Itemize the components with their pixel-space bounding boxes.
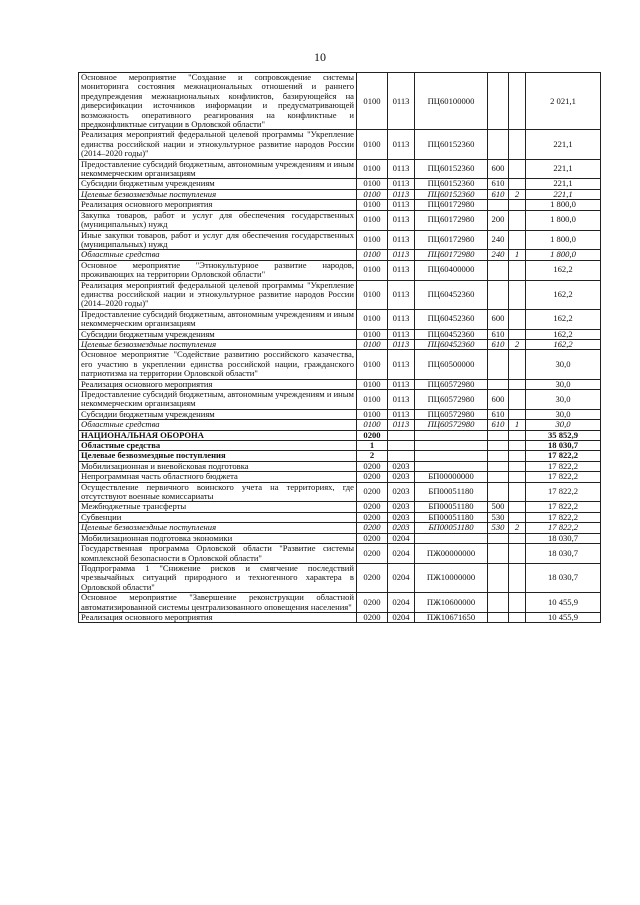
- subsection-code: 0113: [388, 159, 415, 179]
- table-row: [79, 329, 601, 339]
- budget-table: [78, 72, 601, 623]
- table-row: [79, 280, 601, 309]
- funding-source-code: [509, 230, 526, 250]
- expense-type-code: [488, 379, 509, 389]
- expense-type-code: [488, 441, 509, 451]
- funding-source-code: [509, 329, 526, 339]
- table-row: [79, 482, 601, 502]
- target-article-code: ПЦ60572980: [415, 390, 488, 410]
- section-code: 0100: [357, 329, 388, 339]
- target-article-code: [415, 461, 488, 471]
- target-article-code: БП00051180: [415, 502, 488, 512]
- expense-type-code: [488, 544, 509, 564]
- table-row: [79, 390, 601, 410]
- row-name: Государственная программа Орловской области "Развитие системы комплексной безопасности в Орловской области": [79, 544, 357, 564]
- row-name: Иные закупки товаров, работ и услуг для обеспечения государственных (муниципальных) нужд: [79, 230, 357, 250]
- row-name: Реализация основного мероприятия: [79, 379, 357, 389]
- expense-type-code: [488, 593, 509, 613]
- subsection-code: 0203: [388, 523, 415, 533]
- amount: 10 455,9: [526, 612, 601, 622]
- expense-type-code: 610: [488, 179, 509, 189]
- section-code: 0200: [357, 512, 388, 522]
- target-article-code: ПЖ10671650: [415, 612, 488, 622]
- row-name: Реализация мероприятий федеральной целевой программы "Укрепление единства российской нации и этнокультурное развитие народов России (2014–2020 годы)": [79, 280, 357, 309]
- funding-source-code: [509, 390, 526, 410]
- subsection-code: 0113: [388, 420, 415, 430]
- section-code: 0200: [357, 612, 388, 622]
- funding-source-code: [509, 179, 526, 189]
- table-row: [79, 420, 601, 430]
- table-row: [79, 441, 601, 451]
- target-article-code: ПЖ10600000: [415, 593, 488, 613]
- table-row: [79, 189, 601, 199]
- row-name: Предоставление субсидий бюджетным, автономным учреждениям и иным некоммерческим организациям: [79, 159, 357, 179]
- page-number: 10: [314, 50, 326, 64]
- target-article-code: БП00000000: [415, 472, 488, 482]
- subsection-code: 0113: [388, 130, 415, 159]
- subsection-code: 0113: [388, 339, 415, 349]
- table-row: [79, 544, 601, 564]
- row-name: Субсидии бюджетным учреждениям: [79, 179, 357, 189]
- funding-source-code: [509, 430, 526, 440]
- amount: 18 030,7: [526, 533, 601, 543]
- expense-type-code: 610: [488, 420, 509, 430]
- subsection-code: 0113: [388, 260, 415, 280]
- funding-source-code: [509, 379, 526, 389]
- row-name: Реализация основного мероприятия: [79, 612, 357, 622]
- funding-source-code: [509, 200, 526, 210]
- amount: 17 822,2: [526, 512, 601, 522]
- amount: 221,1: [526, 179, 601, 189]
- subsection-code: 0113: [388, 200, 415, 210]
- amount: 35 852,9: [526, 430, 601, 440]
- subsection-code: 0203: [388, 482, 415, 502]
- row-name: НАЦИОНАЛЬНАЯ ОБОРОНА: [79, 430, 357, 440]
- target-article-code: ПЦ60452360: [415, 329, 488, 339]
- expense-type-code: [488, 280, 509, 309]
- amount: 30,0: [526, 420, 601, 430]
- expense-type-code: [488, 563, 509, 592]
- expense-type-code: 600: [488, 390, 509, 410]
- subsection-code: 0204: [388, 593, 415, 613]
- row-name: Целевые безвозмездные поступления: [79, 189, 357, 199]
- amount: 162,2: [526, 280, 601, 309]
- section-code: 0100: [357, 280, 388, 309]
- subsection-code: 0113: [388, 379, 415, 389]
- table-row: [79, 379, 601, 389]
- table-row: [79, 563, 601, 592]
- target-article-code: ПЦ60452360: [415, 309, 488, 329]
- table-row: [79, 612, 601, 622]
- amount: 30,0: [526, 409, 601, 419]
- funding-source-code: [509, 409, 526, 419]
- table-row: [79, 309, 601, 329]
- section-code: 0100: [357, 159, 388, 179]
- amount: 30,0: [526, 350, 601, 379]
- funding-source-code: [509, 350, 526, 379]
- section-code: 0100: [357, 260, 388, 280]
- expense-type-code: 610: [488, 339, 509, 349]
- row-name: Реализация основного мероприятия: [79, 200, 357, 210]
- target-article-code: [415, 430, 488, 440]
- expense-type-code: [488, 451, 509, 461]
- section-code: 0100: [357, 210, 388, 230]
- subsection-code: 0113: [388, 409, 415, 419]
- target-article-code: ПЦ60172980: [415, 200, 488, 210]
- funding-source-code: [509, 612, 526, 622]
- row-name: Осуществление первичного воинского учета на территориях, где отсутствуют военные комиссариаты: [79, 482, 357, 502]
- section-code: 0100: [357, 189, 388, 199]
- expense-type-code: [488, 73, 509, 130]
- table-row: [79, 210, 601, 230]
- amount: 17 822,2: [526, 502, 601, 512]
- row-name: Реализация мероприятий федеральной целевой программы "Укрепление единства российской нации и этнокультурное развитие народов России (2014–2020 годы)": [79, 130, 357, 159]
- target-article-code: ПЦ60172980: [415, 250, 488, 260]
- subsection-code: 0204: [388, 563, 415, 592]
- target-article-code: ПЦ60572980: [415, 379, 488, 389]
- row-name: Областные средства: [79, 420, 357, 430]
- target-article-code: ПЖ10000000: [415, 563, 488, 592]
- amount: 221,1: [526, 130, 601, 159]
- subsection-code: 0203: [388, 512, 415, 522]
- subsection-code: 0113: [388, 350, 415, 379]
- section-code: 0100: [357, 179, 388, 189]
- row-name: Субсидии бюджетным учреждениям: [79, 409, 357, 419]
- table-row: [79, 593, 601, 613]
- funding-source-code: [509, 280, 526, 309]
- subsection-code: 0203: [388, 502, 415, 512]
- table-row: [79, 339, 601, 349]
- section-code: 0200: [357, 523, 388, 533]
- amount: 1 800,0: [526, 210, 601, 230]
- subsection-code: 0113: [388, 189, 415, 199]
- funding-source-code: 2: [509, 523, 526, 533]
- amount: 1 800,0: [526, 230, 601, 250]
- section-code: 0100: [357, 409, 388, 419]
- section-code: 0100: [357, 309, 388, 329]
- table-row: [79, 451, 601, 461]
- amount: 17 822,2: [526, 472, 601, 482]
- table-row: [79, 73, 601, 130]
- amount: 17 822,2: [526, 451, 601, 461]
- amount: 162,2: [526, 339, 601, 349]
- funding-source-code: [509, 159, 526, 179]
- amount: 1 800,0: [526, 200, 601, 210]
- section-code: 0100: [357, 230, 388, 250]
- target-article-code: [415, 441, 488, 451]
- funding-source-code: [509, 482, 526, 502]
- table-row: [79, 472, 601, 482]
- amount: 2 021,1: [526, 73, 601, 130]
- expense-type-code: 600: [488, 309, 509, 329]
- subsection-code: 0113: [388, 230, 415, 250]
- funding-source-code: [509, 593, 526, 613]
- expense-type-code: 610: [488, 409, 509, 419]
- table-row: [79, 461, 601, 471]
- target-article-code: ПЦ60500000: [415, 350, 488, 379]
- subsection-code: 0204: [388, 533, 415, 543]
- section-code: 0200: [357, 544, 388, 564]
- subsection-code: 0113: [388, 179, 415, 189]
- funding-source-code: [509, 533, 526, 543]
- section-code: 0100: [357, 379, 388, 389]
- row-name: Целевые безвозмездные поступления: [79, 451, 357, 461]
- subsection-code: 0113: [388, 309, 415, 329]
- funding-source-code: [509, 130, 526, 159]
- subsection-code: 0113: [388, 280, 415, 309]
- table-row: [79, 512, 601, 522]
- funding-source-code: 1: [509, 250, 526, 260]
- section-code: 0200: [357, 472, 388, 482]
- row-name: Основное мероприятие "Создание и сопровождение системы мониторинга состояния межнациональных отношений и раннего предупреждения межнациональных конфликтов, базирующейся на диверсификации источников информации и предусматривающей возможность оперативного реагирования на конфликтные и предконфликтные ситуации в Орловской области": [79, 73, 357, 130]
- section-code: 0200: [357, 430, 388, 440]
- amount: 18 030,7: [526, 563, 601, 592]
- section-code: 0100: [357, 250, 388, 260]
- target-article-code: ПЖ00000000: [415, 544, 488, 564]
- row-name: Межбюджетные трансферты: [79, 502, 357, 512]
- target-article-code: ПЦ60152360: [415, 159, 488, 179]
- table-row: [79, 130, 601, 159]
- table-row: [79, 523, 601, 533]
- funding-source-code: [509, 441, 526, 451]
- section-code: 1: [357, 441, 388, 451]
- amount: 18 030,7: [526, 544, 601, 564]
- table-row: [79, 200, 601, 210]
- row-name: Мобилизационная подготовка экономики: [79, 533, 357, 543]
- expense-type-code: [488, 533, 509, 543]
- target-article-code: ПЦ60100000: [415, 73, 488, 130]
- amount: 17 822,2: [526, 461, 601, 471]
- subsection-code: [388, 430, 415, 440]
- funding-source-code: 2: [509, 339, 526, 349]
- row-name: Подпрограмма 1 "Снижение рисков и смягчение последствий чрезвычайных ситуаций природного и техногенного характера в Орловской области": [79, 563, 357, 592]
- expense-type-code: 530: [488, 523, 509, 533]
- funding-source-code: [509, 451, 526, 461]
- amount: 221,1: [526, 189, 601, 199]
- amount: 30,0: [526, 390, 601, 410]
- expense-type-code: 240: [488, 230, 509, 250]
- table-row: [79, 533, 601, 543]
- row-name: Мобилизационная и вневойсковая подготовка: [79, 461, 357, 471]
- table-row: [79, 430, 601, 440]
- target-article-code: ПЦ60452360: [415, 280, 488, 309]
- section-code: 0200: [357, 482, 388, 502]
- subsection-code: 0204: [388, 544, 415, 564]
- table-row: [79, 502, 601, 512]
- section-code: 0100: [357, 350, 388, 379]
- section-code: 0100: [357, 390, 388, 410]
- subsection-code: 0113: [388, 390, 415, 410]
- row-name: Областные средства: [79, 441, 357, 451]
- target-article-code: ПЦ60152360: [415, 189, 488, 199]
- table-row: [79, 409, 601, 419]
- amount: 17 822,2: [526, 482, 601, 502]
- subsection-code: [388, 441, 415, 451]
- target-article-code: [415, 533, 488, 543]
- funding-source-code: [509, 544, 526, 564]
- funding-source-code: [509, 309, 526, 329]
- subsection-code: 0204: [388, 612, 415, 622]
- funding-source-code: 1: [509, 420, 526, 430]
- funding-source-code: [509, 461, 526, 471]
- row-name: Субвенции: [79, 512, 357, 522]
- amount: 17 822,2: [526, 523, 601, 533]
- target-article-code: ПЦ60400000: [415, 260, 488, 280]
- target-article-code: [415, 451, 488, 461]
- row-name: Целевые безвозмездные поступления: [79, 339, 357, 349]
- row-name: Основное мероприятие "Содействие развитию российского казачества, его участию в укреплении единства российской нации, гражданского патриотизма на территории Орловской области": [79, 350, 357, 379]
- row-name: Целевые безвозмездные поступления: [79, 523, 357, 533]
- amount: 221,1: [526, 159, 601, 179]
- expense-type-code: [488, 260, 509, 280]
- section-code: 0100: [357, 339, 388, 349]
- row-name: Предоставление субсидий бюджетным, автономным учреждениям и иным некоммерческим организациям: [79, 390, 357, 410]
- table-row: [79, 250, 601, 260]
- section-code: 2: [357, 451, 388, 461]
- amount: 1 800,0: [526, 250, 601, 260]
- expense-type-code: [488, 472, 509, 482]
- funding-source-code: 2: [509, 189, 526, 199]
- amount: 162,2: [526, 329, 601, 339]
- target-article-code: ПЦ60172980: [415, 210, 488, 230]
- table-row: [79, 179, 601, 189]
- target-article-code: ПЦ60172980: [415, 230, 488, 250]
- row-name: Областные средства: [79, 250, 357, 260]
- expense-type-code: [488, 612, 509, 622]
- row-name: Субсидии бюджетным учреждениям: [79, 329, 357, 339]
- funding-source-code: [509, 512, 526, 522]
- funding-source-code: [509, 563, 526, 592]
- subsection-code: 0113: [388, 329, 415, 339]
- section-code: 0200: [357, 593, 388, 613]
- target-article-code: БП00051180: [415, 523, 488, 533]
- amount: 10 455,9: [526, 593, 601, 613]
- section-code: 0200: [357, 563, 388, 592]
- row-name: Непрограммная часть областного бюджета: [79, 472, 357, 482]
- target-article-code: БП00051180: [415, 512, 488, 522]
- section-code: 0200: [357, 461, 388, 471]
- expense-type-code: [488, 130, 509, 159]
- expense-type-code: [488, 461, 509, 471]
- subsection-code: 0203: [388, 472, 415, 482]
- expense-type-code: 600: [488, 159, 509, 179]
- table-row: [79, 260, 601, 280]
- section-code: 0200: [357, 533, 388, 543]
- row-name: Предоставление субсидий бюджетным, автономным учреждениям и иным некоммерческим организациям: [79, 309, 357, 329]
- row-name: Закупка товаров, работ и услуг для обеспечения государственных (муниципальных) нужд: [79, 210, 357, 230]
- subsection-code: [388, 451, 415, 461]
- section-code: 0100: [357, 200, 388, 210]
- section-code: 0200: [357, 502, 388, 512]
- expense-type-code: 610: [488, 329, 509, 339]
- target-article-code: ПЦ60452360: [415, 339, 488, 349]
- amount: 162,2: [526, 260, 601, 280]
- funding-source-code: [509, 260, 526, 280]
- expense-type-code: [488, 350, 509, 379]
- expense-type-code: [488, 200, 509, 210]
- row-name: Основное мероприятие "Этнокультурное развитие народов, проживающих на территории Орловской области": [79, 260, 357, 280]
- subsection-code: 0113: [388, 250, 415, 260]
- section-code: 0100: [357, 73, 388, 130]
- expense-type-code: 500: [488, 502, 509, 512]
- subsection-code: 0113: [388, 210, 415, 230]
- expense-type-code: 200: [488, 210, 509, 230]
- section-code: 0100: [357, 130, 388, 159]
- expense-type-code: [488, 430, 509, 440]
- target-article-code: ПЦ60572980: [415, 409, 488, 419]
- expense-type-code: [488, 482, 509, 502]
- amount: 18 030,7: [526, 441, 601, 451]
- funding-source-code: [509, 73, 526, 130]
- table-row: [79, 159, 601, 179]
- target-article-code: ПЦ60152360: [415, 130, 488, 159]
- expense-type-code: 530: [488, 512, 509, 522]
- target-article-code: ПЦ60152360: [415, 179, 488, 189]
- expense-type-code: 610: [488, 189, 509, 199]
- target-article-code: БП00051180: [415, 482, 488, 502]
- funding-source-code: [509, 210, 526, 230]
- funding-source-code: [509, 472, 526, 482]
- amount: 162,2: [526, 309, 601, 329]
- table-row: [79, 230, 601, 250]
- target-article-code: ПЦ60572980: [415, 420, 488, 430]
- subsection-code: 0203: [388, 461, 415, 471]
- amount: 30,0: [526, 379, 601, 389]
- funding-source-code: [509, 502, 526, 512]
- table-row: [79, 350, 601, 379]
- section-code: 0100: [357, 420, 388, 430]
- subsection-code: 0113: [388, 73, 415, 130]
- row-name: Основное мероприятие "Завершение реконструкции областной автоматизированной системы централизованного оповещения населения": [79, 593, 357, 613]
- expense-type-code: 240: [488, 250, 509, 260]
